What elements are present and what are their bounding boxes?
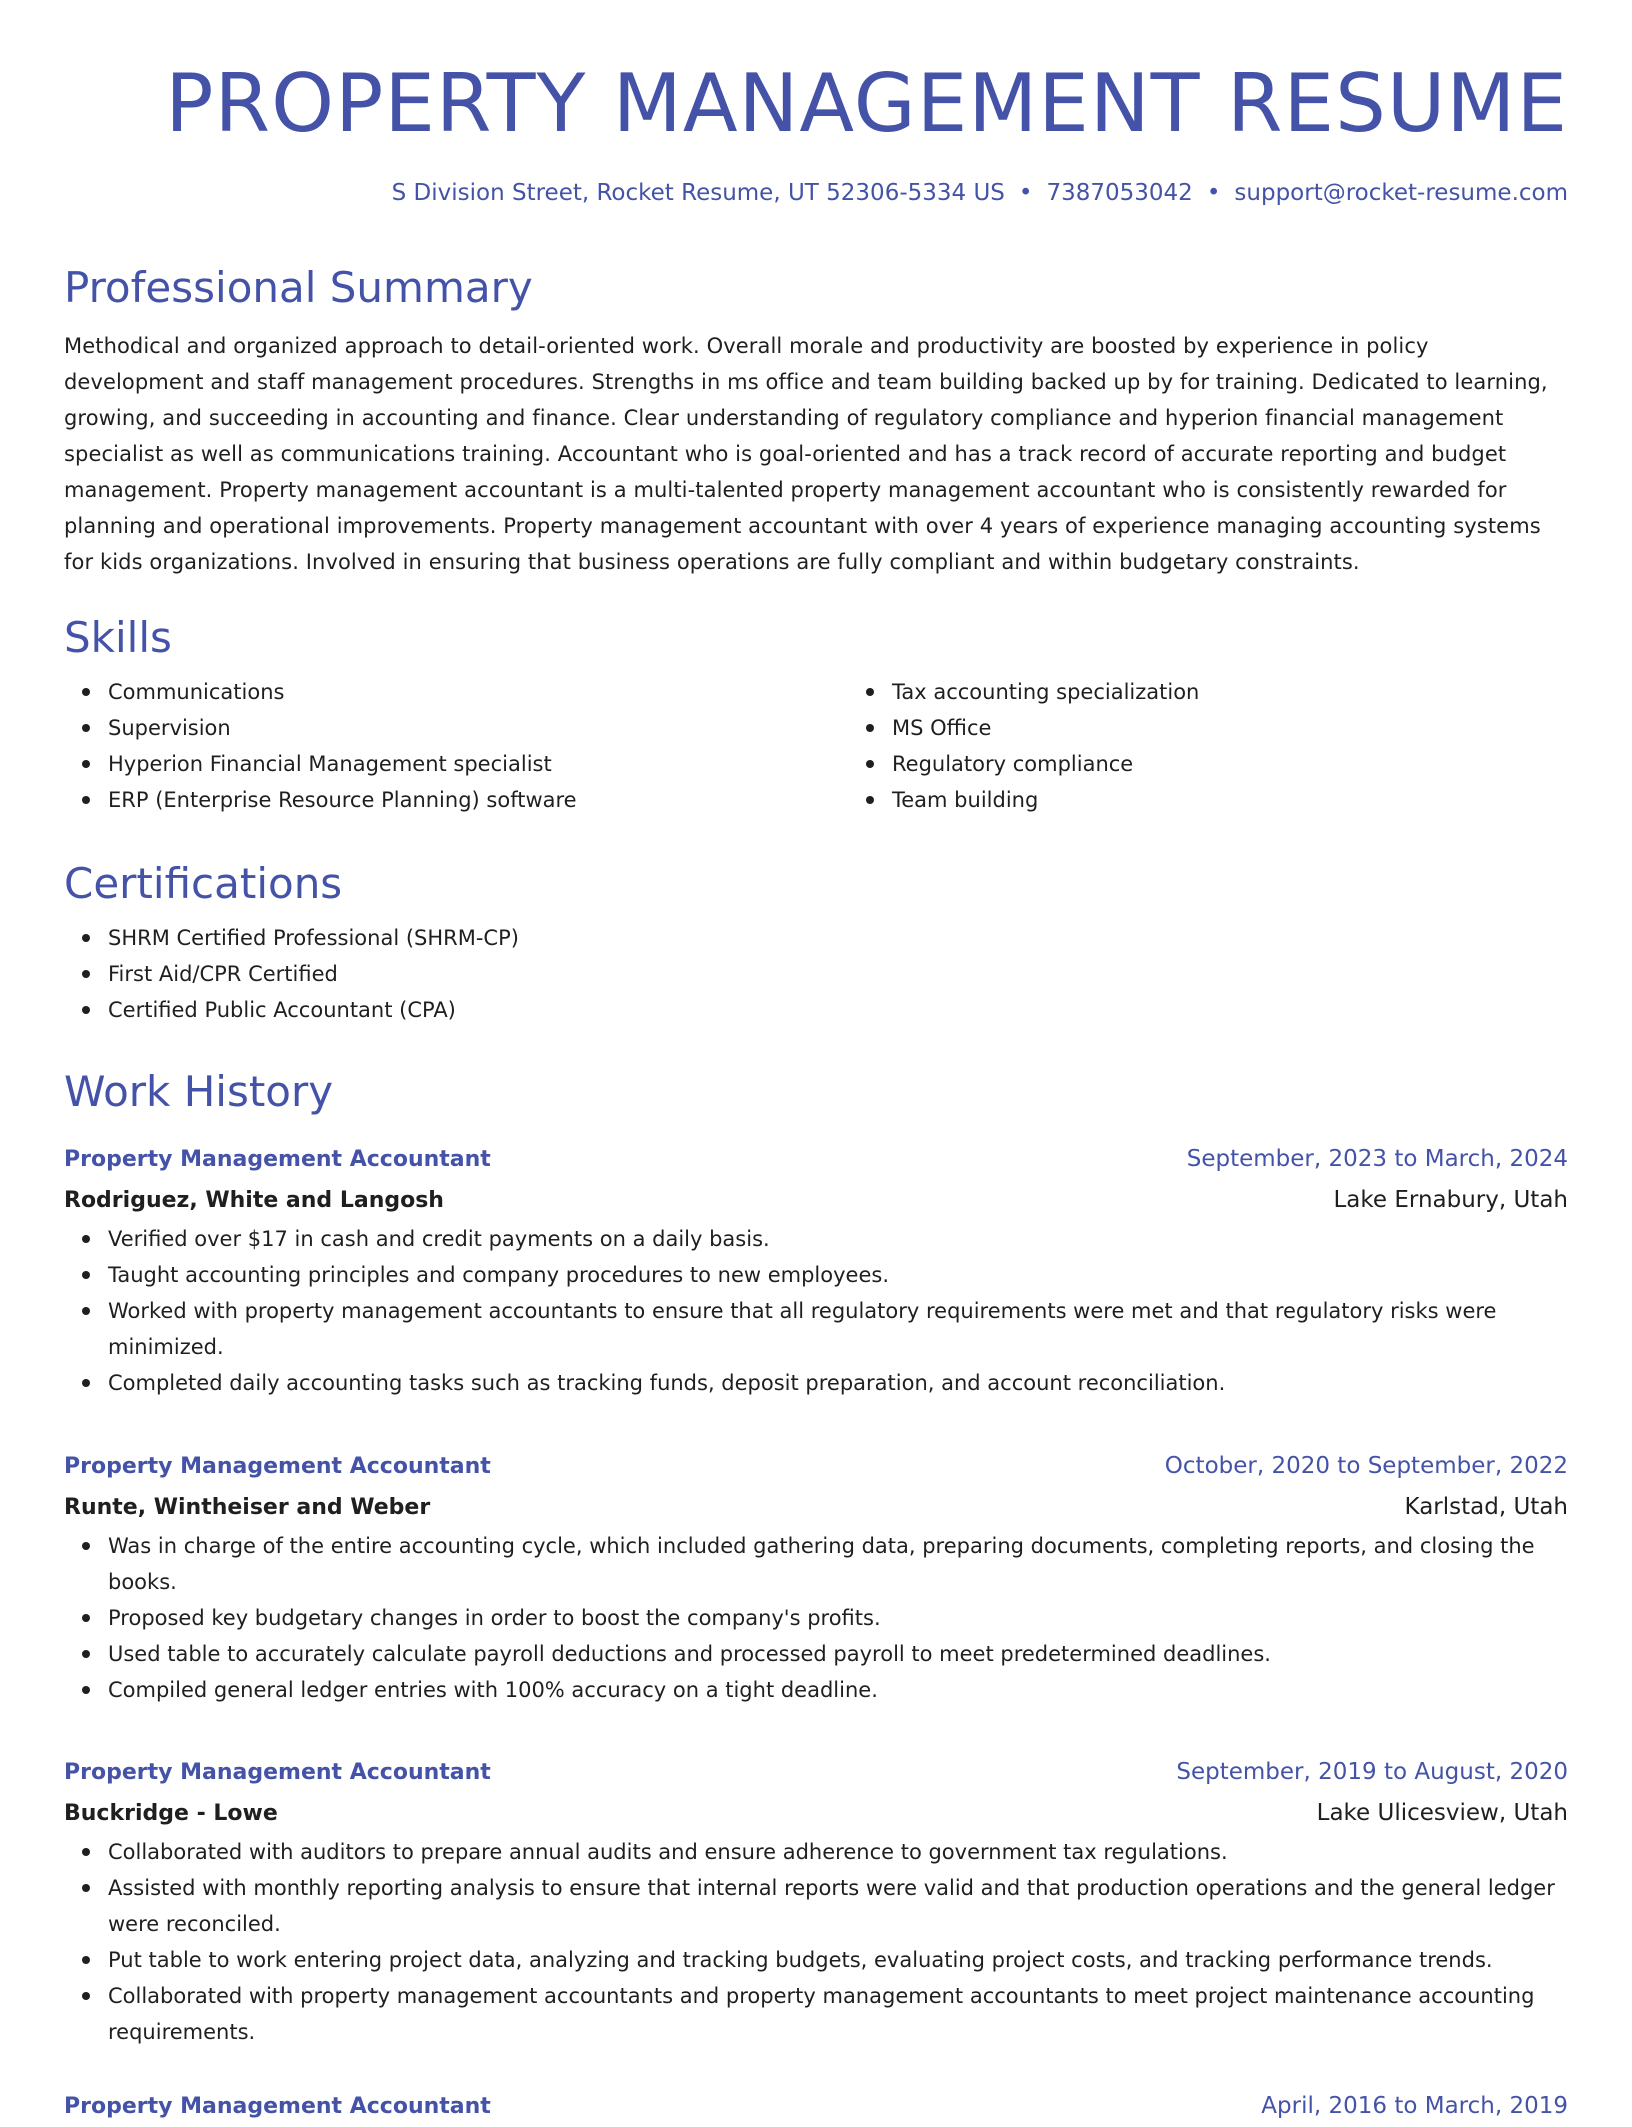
job-bullets: [64, 1221, 1568, 1401]
job-bullet: Completed daily accounting tasks such as tracking funds, deposit preparation, and account reconciliation.: [108, 1365, 1568, 1401]
job-title: Property Management Accountant: [64, 2094, 491, 2119]
job-header: [64, 1139, 1568, 1180]
certification-item: First Aid/CPR Certified: [108, 956, 1568, 992]
skill-item: Tax accounting specialization: [892, 674, 1632, 710]
job-entry: [64, 2086, 1568, 2127]
job-bullet: Used table to accurately calculate payroll deductions and processed payroll to meet predetermined deadlines.: [108, 1636, 1568, 1672]
skills-heading: Skills: [64, 613, 172, 662]
job-header: [64, 1446, 1568, 1487]
job-title: Property Management Accountant: [64, 1147, 491, 1172]
certifications-list: [64, 920, 1568, 1028]
job-bullet: Proposed key budgetary changes in order to boost the company's profits.: [108, 1600, 1568, 1636]
job-company: Rodriguez, White and Langosh: [64, 1188, 444, 1213]
contact-address: S Division Street, Rocket Resume, UT 52306-5334 US: [391, 180, 1005, 206]
skill-item: Supervision: [108, 710, 848, 746]
job-bullet: Worked with property management accountants to ensure that all regulatory requirements were met and that regulatory risks were minimized.: [108, 1293, 1568, 1365]
job-title: Property Management Accountant: [64, 1454, 491, 1479]
job-location: Karlstad, Utah: [1404, 1494, 1568, 1520]
skill-item: Hyperion Financial Management specialist: [108, 746, 848, 782]
skill-item: Team building: [892, 782, 1632, 818]
contact-line: [392, 180, 1568, 206]
contact-phone: 7387053042: [1046, 180, 1193, 206]
certifications-section: [64, 858, 1568, 1028]
job-dates: September, 2023 to March, 2024: [1186, 1146, 1568, 1172]
job-header: [64, 2086, 1568, 2127]
skills-list-right: [848, 674, 1632, 818]
work-history-section: [64, 1066, 1568, 1118]
job-dates: April, 2016 to March, 2019: [1261, 2093, 1568, 2119]
resume-title: PROPERTY MANAGEMENT RESUME: [165, 57, 1568, 150]
job-bullet: Collaborated with property management accountants and property management accountants to meet project maintenance accounting requirements.: [108, 1978, 1568, 2050]
summary-heading: Professional Summary: [64, 263, 533, 312]
job-bullet: Put table to work entering project data, analyzing and tracking budgets, evaluating project costs, and tracking performance trends.: [108, 1942, 1568, 1978]
summary-text: Methodical and organized approach to detail-oriented work. Overall morale and productivity are boosted by experience in policy development and staff management procedures. Strengths in ms office and team building backed up by for training. Dedicated to learning, growing, and succeeding in accounting and finance. Clear understanding of regulatory compliance and hyperion financial management specialist as well as communications training. Accountant who is goal-oriented and has a track record of accurate reporting and budget management. Property management accountant is a multi-talented property management accountant who is consistently rewarded for planning and operational improvements. Property management accountant with over 4 years of experience managing accounting systems for kids organizations. Involved in ensuring that business operations are fully compliant and within budgetary constraints.: [64, 334, 1548, 574]
job-title: Property Management Accountant: [64, 1760, 491, 1785]
job-bullet: Taught accounting principles and company procedures to new employees.: [108, 1257, 1568, 1293]
skills-grid: [64, 674, 1568, 818]
skill-item: Communications: [108, 674, 848, 710]
certification-item: SHRM Certified Professional (SHRM-CP): [108, 920, 1568, 956]
job-location: Lake Ulicesview, Utah: [1316, 1800, 1568, 1826]
job-bullet: Was in charge of the entire accounting cycle, which included gathering data, preparing documents, completing reports, and closing the books.: [108, 1528, 1568, 1600]
job-subheader: [64, 1793, 1568, 1834]
skill-item: MS Office: [892, 710, 1632, 746]
job-entry: [64, 1139, 1568, 1401]
skills-list-left: [64, 674, 848, 818]
summary-section: [64, 262, 1568, 580]
job-bullet: Collaborated with auditors to prepare annual audits and ensure adherence to government tax regulations.: [108, 1834, 1568, 1870]
job-bullets: [64, 1834, 1568, 2050]
job-location: Lake Ernabury, Utah: [1333, 1187, 1568, 1213]
contact-separator: •: [1206, 180, 1221, 206]
job-entry: [64, 1446, 1568, 1708]
job-bullet: Compiled general ledger entries with 100% accuracy on a tight deadline.: [108, 1672, 1568, 1708]
contact-separator: •: [1018, 180, 1033, 206]
work-history-heading: Work History: [64, 1067, 334, 1116]
job-dates: October, 2020 to September, 2022: [1164, 1453, 1568, 1479]
job-entry: [64, 1752, 1568, 2050]
job-bullet: Assisted with monthly reporting analysis to ensure that internal reports were valid and that production operations and the general ledger were reconciled.: [108, 1870, 1568, 1942]
job-company: Buckridge - Lowe: [64, 1801, 278, 1826]
job-dates: September, 2019 to August, 2020: [1176, 1759, 1568, 1785]
skill-item: Regulatory compliance: [892, 746, 1632, 782]
job-company: Runte, Wintheiser and Weber: [64, 1495, 431, 1520]
job-subheader: [64, 1487, 1568, 1528]
certification-item: Certified Public Accountant (CPA): [108, 992, 1568, 1028]
job-header: [64, 1752, 1568, 1793]
job-bullet: Verified over $17 in cash and credit payments on a daily basis.: [108, 1221, 1568, 1257]
job-bullets: [64, 1528, 1568, 1708]
skill-item: ERP (Enterprise Resource Planning) software: [108, 782, 848, 818]
job-subheader: [64, 1180, 1568, 1221]
contact-email[interactable]: support@rocket-resume.com: [1234, 180, 1568, 206]
skills-section: [64, 612, 1568, 818]
certifications-heading: Certifications: [64, 859, 343, 908]
